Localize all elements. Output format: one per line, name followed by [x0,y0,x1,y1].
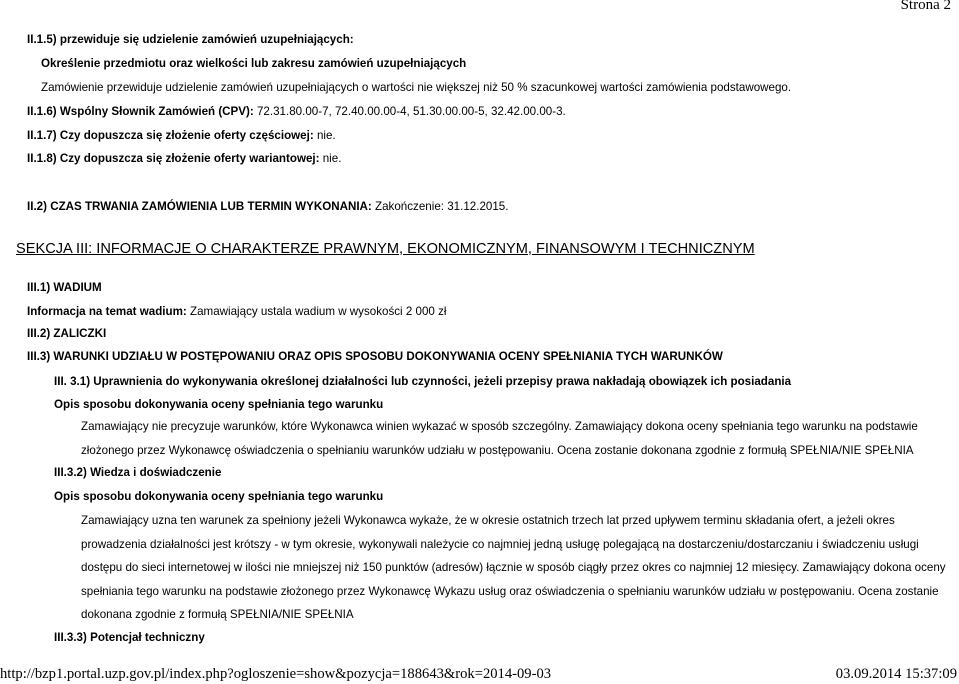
partial-offer-value: nie. [316,129,336,142]
section-2-1-5-text: Zamówienie przewiduje udzielenie zamówień uzupełniających o wartości nie większej niż 50 % szacunkowej wartości zamówienia podstawowego. [41,81,792,94]
section-3-3-1-heading: III. 3.1) Uprawnienia do wykonywania określonej działalności lub czynności, jeżeli przepisy prawa nakładają obowiązek ich posiadania [54,375,792,388]
section-3-title: SEKCJA III: INFORMACJE O CHARAKTERZE PRAWNYM, EKONOMICZNYM, FINANSOWYM I TECHNICZNYM [16,241,755,257]
section-3-3-1-line-1: Zamawiający nie precyzuje warunków, które Wykonawca winien wykazać w sposób szczególny. Zamawiający dokona oceny spełniania tego warunku na podstawie [81,420,918,433]
section-3-1-info [27,305,446,318]
section-3-3-1-line-2: złożonego przez Wykonawcę oświadczenia o spełnianiu warunków udziału w postępowaniu. Ocena zostanie dokonana zgodnie z formułą SPEŁNIA/NIE SPEŁNIA [81,444,914,457]
wadium-value: Zamawiający ustala wadium w wysokości 2 000 zł [190,305,447,318]
page-number: Strona 2 [900,0,951,13]
section-3-3-3-heading: III.3.3) Potencjał techniczny [54,631,205,644]
section-2-1-7 [27,129,336,142]
section-2-2 [27,200,508,213]
duration-value: Zakończenie: 31.12.2015. [375,200,509,213]
partial-offer-label: II.1.7) Czy dopuszcza się złożenie oferty częściowej: [27,129,314,142]
section-3-3-2-line-4: spełniania tego warunku na podstawie złożonego przez Wykonawcę Wykazu usług oraz oświadczenia o spełnianiu warunków udziału w postępowaniu. Ocena zostanie [81,585,939,598]
section-2-1-8 [27,152,341,165]
duration-label: II.2) CZAS TRWANIA ZAMÓWIENIA LUB TERMIN WYKONANIA: [27,200,372,213]
section-3-1-heading: III.1) WADIUM [27,281,102,294]
wadium-label: Informacja na temat wadium: [27,305,187,318]
cpv-label: II.1.6) Wspólny Słownik Zamówień (CPV): [27,105,254,118]
section-3-3-1-opis: Opis sposobu dokonywania oceny spełniania tego warunku [54,398,384,411]
section-3-3-2-line-3: dostępu do sieci internetowej w ilości nie mniejszej niż 150 punktów (adresów) łącznie w sposób ciągły przez okres co najmniej 12 miesięcy. Zamawiający dokona oceny [81,561,946,574]
footer-datetime: 03.09.2014 15:37:09 [835,666,957,682]
variant-offer-label: II.1.8) Czy dopuszcza się złożenie oferty wariantowej: [27,152,320,165]
cpv-value: 72.31.80.00-7, 72.40.00.00-4, 51.30.00.00-5, 32.42.00.00-3. [256,105,566,118]
section-3-2-heading: III.2) ZALICZKI [27,327,107,340]
section-3-3-2-line-2: prowadzenia działalności jest krótszy - w tym okresie, wykonywali należycie co najmniej jedną usługę polegającą na dostarczeniu/dostarczaniu i świadczeniu usługi [81,538,919,551]
section-2-1-5-heading: II.1.5) przewiduje się udzielenie zamówień uzupełniających: [27,33,354,46]
section-2-1-6 [27,105,566,118]
section-2-1-5-subheading: Określenie przedmiotu oraz wielkości lub zakresu zamówień uzupełniających [41,57,467,70]
section-3-3-heading: III.3) WARUNKI UDZIAŁU W POSTĘPOWANIU ORAZ OPIS SPOSOBU DOKONYWANIA OCENY SPEŁNIANIA TYCH WARUNKÓW [27,350,723,363]
section-3-3-2-line-1: Zamawiający uzna ten warunek za spełniony jeżeli Wykonawca wykaże, że w okresie ostatnich trzech lat przed upływem terminu składania ofert, a jeżeli okres [81,514,895,527]
section-3-3-2-opis: Opis sposobu dokonywania oceny spełniania tego warunku [54,490,384,503]
section-3-3-2-heading: III.3.2) Wiedza i doświadczenie [54,466,222,479]
section-3-3-2-line-5: dokonana zgodnie z formułą SPEŁNIA/NIE SPEŁNIA [81,608,354,621]
footer-url[interactable]: http://bzp1.portal.uzp.gov.pl/index.php?ogloszenie=show&pozycja=188643&rok=2014-09-03 [0,666,552,682]
variant-offer-value: nie. [322,152,342,165]
